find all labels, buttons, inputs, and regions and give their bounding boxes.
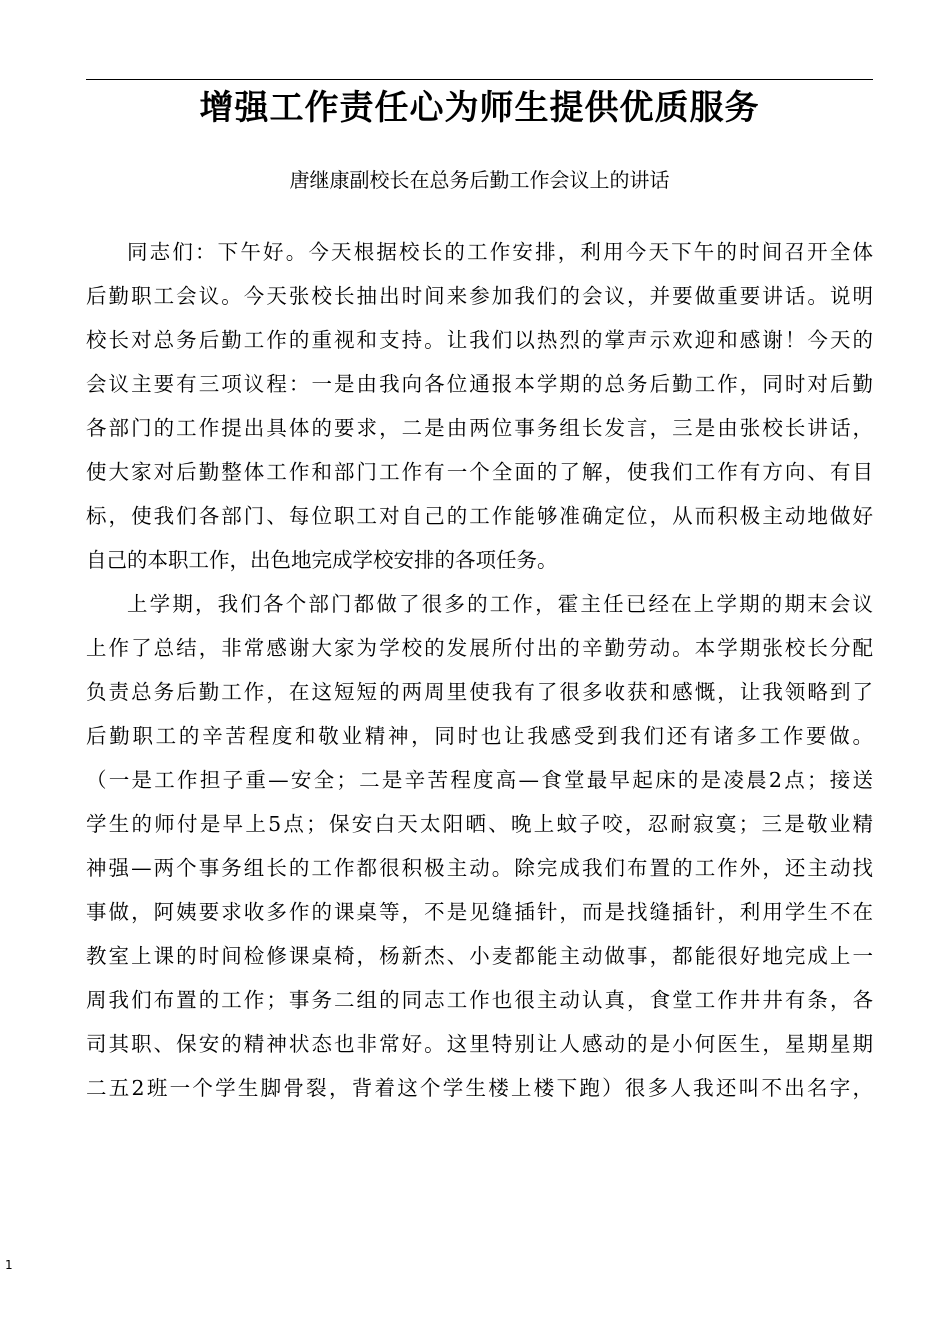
paragraph-line: 上作了总结，非常感谢大家为学校的发展所付出的辛勤劳动。本学期张校长分配 bbox=[86, 636, 873, 660]
paragraph-line: 神强—两个事务组长的工作都很积极主动。除完成我们布置的工作外，还主动找 bbox=[86, 856, 873, 880]
paragraph-2 bbox=[86, 589, 873, 1117]
paragraph-line: 各部门的工作提出具体的要求，二是由两位事务组长发言，三是由张校长讲话， bbox=[86, 416, 873, 440]
paragraph-line: 周我们布置的工作；事务二组的同志工作也很主动认真，食堂工作井井有条，各 bbox=[86, 988, 873, 1012]
paragraph-line: 自己的本职工作，出色地完成学校安排的各项任务。 bbox=[86, 548, 558, 572]
paragraph-line: 使大家对后勤整体工作和部门工作有一个全面的了解，使我们工作有方向、有目 bbox=[86, 460, 873, 484]
paragraph-1 bbox=[86, 237, 873, 589]
paragraph-line: （一是工作担子重—安全；二是辛苦程度高—食堂最早起床的是凌晨2点；接送 bbox=[86, 768, 873, 792]
paragraph-line: 同志们：下午好。今天根据校长的工作安排，利用今天下午的时间召开全体 bbox=[127, 240, 873, 264]
paragraph-line: 二五2班一个学生脚骨裂，背着这个学生楼上楼下跑）很多人我还叫不出名字， bbox=[86, 1076, 873, 1100]
document-body bbox=[86, 237, 873, 1117]
paragraph-line: 教室上课的时间检修课桌椅，杨新杰、小麦都能主动做事，都能很好地完成上一 bbox=[86, 944, 873, 968]
paragraph-line: 后勤职工会议。今天张校长抽出时间来参加我们的会议，并要做重要讲话。说明 bbox=[86, 284, 873, 308]
paragraph-line: 事做，阿姨要求收多作的课桌等，不是见缝插针，而是找缝插针，利用学生不在 bbox=[86, 900, 873, 924]
paragraph-line: 会议主要有三项议程：一是由我向各位通报本学期的总务后勤工作，同时对后勤 bbox=[86, 372, 873, 396]
document-subtitle: 唐继康副校长在总务后勤工作会议上的讲话 bbox=[289, 168, 670, 192]
paragraph-line: 上学期，我们各个部门都做了很多的工作，霍主任已经在上学期的期末会议 bbox=[127, 592, 873, 616]
paragraph-line: 校长对总务后勤工作的重视和支持。让我们以热烈的掌声示欢迎和感谢！今天的 bbox=[86, 328, 873, 352]
paragraph-line: 标，使我们各部门、每位职工对自己的工作能够准确定位，从而积极主动地做好 bbox=[86, 504, 873, 528]
paragraph-line: 学生的师付是早上5点；保安白天太阳晒、晚上蚊子咬，忍耐寂寞；三是敬业精 bbox=[86, 812, 873, 836]
document-title: 增强工作责任心为师生提供优质服务 bbox=[199, 88, 760, 128]
header-rule bbox=[86, 79, 873, 80]
paragraph-line: 后勤职工的辛苦程度和敬业精神，同时也让我感受到我们还有诸多工作要做。 bbox=[86, 724, 873, 748]
paragraph-line: 负责总务后勤工作，在这短短的两周里使我有了很多收获和感慨，让我领略到了 bbox=[86, 680, 873, 704]
paragraph-line: 司其职、保安的精神状态也非常好。这里特别让人感动的是小何医生，星期星期 bbox=[86, 1032, 873, 1056]
page-number: 1 bbox=[5, 1258, 13, 1272]
